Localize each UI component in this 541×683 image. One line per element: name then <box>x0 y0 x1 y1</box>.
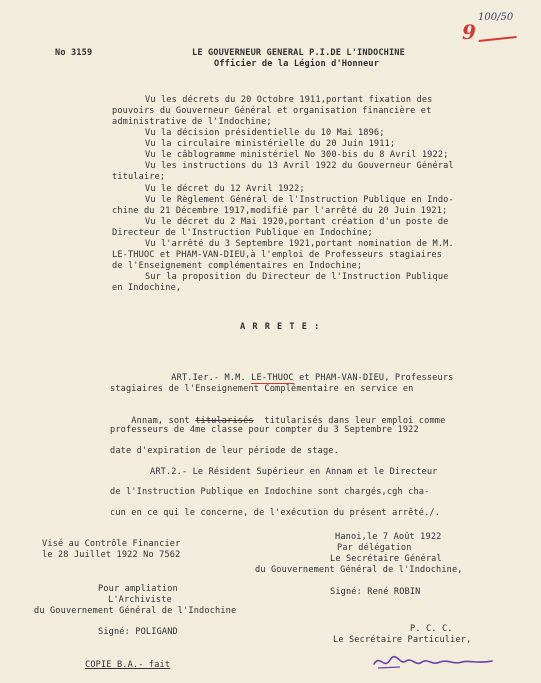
authority-honor: Officier de la Légion d'Honneur <box>214 59 380 69</box>
delegation-line: Le Secrétaire Général <box>330 554 442 564</box>
ampliation-line: L'Archiviste <box>108 595 172 605</box>
struck-word: titularisés <box>195 416 254 426</box>
preamble-line: Vu le décret du 2 Mai 1920,portant création d'un poste de <box>145 217 449 227</box>
article-1-line3-start: Annam, sont <box>131 416 196 426</box>
folio-annotation: 100/50 <box>478 12 514 23</box>
red-scribble-mark <box>477 24 516 42</box>
preamble-line: en Indochine, <box>112 283 182 293</box>
article-1-lead: ART.Ier.- M.M. <box>171 373 252 383</box>
preamble-line: Vu l'arrêté du 3 Septembre 1921,portant nomination de M.M. <box>145 239 454 249</box>
preamble-line: titulaire; <box>112 172 166 182</box>
article-1-line: date d'expiration de leur période de stage. <box>110 446 339 456</box>
signature-robin: Signé: René ROBIN <box>330 587 421 597</box>
preamble-line: de l'Enseignement complémentaires en Indochine; <box>112 261 363 271</box>
pcc-mark: P. C. C. <box>410 624 453 634</box>
place-date: Hanoi,le 7 Août 1922 <box>335 532 442 542</box>
preamble-line: Vu les décrets du 20 Octobre 1911,portant fixation des <box>145 95 433 105</box>
signature-polignand: Signé: POLIGAND <box>98 627 178 637</box>
decree-number: No 3159 <box>55 48 93 58</box>
article-1-line: professeurs de 4me classe pour compter du 3 Septembre 1922 <box>110 425 419 435</box>
article-2-line: cun en ce qui le concerne, de l'exécution du présent arrêté./. <box>110 508 441 518</box>
delegation-line: Par délégation <box>337 543 412 553</box>
preamble-line: pouvoirs du Gouverneur Général et organisation financière et <box>112 106 432 116</box>
article-1-line3-end: titularisés dans leur emploi comme <box>253 416 446 426</box>
visa-line: le 28 Juillet 1922 No 7562 <box>42 550 181 560</box>
preamble-line: Vu la décision présidentielle du 10 Mai 1896; <box>145 128 385 138</box>
delegation-line: du Gouvernement Général de l'Indochine, <box>255 565 463 575</box>
preamble-line: Vu le câblogramme ministériel No 300-bis du 8 Avril 1922; <box>145 150 449 160</box>
article-1-after: , Professeurs <box>384 373 454 383</box>
preamble-line: Directeur de l'Instruction Publique en Indochine; <box>112 228 373 238</box>
article-2-line: de l'Instruction Publique en Indochine sont chargés,cgh cha- <box>110 487 430 497</box>
preamble-line: LE-THUOC et PHAM-VAN-DIEU,à l'emploi de Professeurs stagiaires <box>112 250 443 260</box>
ampliation-line: du Gouvernement Général de l'Indochine <box>34 606 237 616</box>
handwritten-signature <box>370 652 500 674</box>
name-pham-van-dieu: PHAM-VAN-DIEU <box>315 373 385 383</box>
preamble-line: chine du 21 Décembre 1917,modifié par l'arrêté du 20 Juin 1921; <box>112 206 448 216</box>
secretary-title: Le Secrétaire Particulier, <box>333 635 472 645</box>
preamble-line: Vu la circulaire ministérielle du 20 Juin 1911; <box>145 139 396 149</box>
article-2-line: ART.2.- Le Résident Supérieur en Annam et le Directeur <box>150 467 438 477</box>
visa-line: Visé au Contrôle Financier <box>42 539 181 549</box>
preamble-line: administrative de l'Indochine; <box>112 117 272 127</box>
preamble-line: Vu le Règlement Général de l'Instruction Publique en Indo- <box>145 195 454 205</box>
article-1-conj: et <box>293 373 316 383</box>
preamble-line: Vu le décret du 12 Avril 1922; <box>145 184 305 194</box>
decree-heading: A R R E T E : <box>240 322 321 332</box>
name-le-thuoc: LE-THUOC <box>251 373 294 383</box>
copy-note: COPIE B.A.- fait <box>85 660 171 670</box>
ampliation-line: Pour ampliation <box>98 584 178 594</box>
preamble-line: Vu les instructions du 13 Avril 1922 du Gouverneur Général <box>145 161 454 171</box>
authority-title: LE GOUVERNEUR GENERAL P.I.DE L'INDOCHINE <box>192 48 405 58</box>
page-number-annotation: 9 <box>462 20 476 44</box>
preamble-line: Sur la proposition du Directeur de l'Instruction Publique <box>145 272 449 282</box>
article-1-line: stagiaires de l'Enseignement Complémentaire en service en <box>110 384 414 394</box>
